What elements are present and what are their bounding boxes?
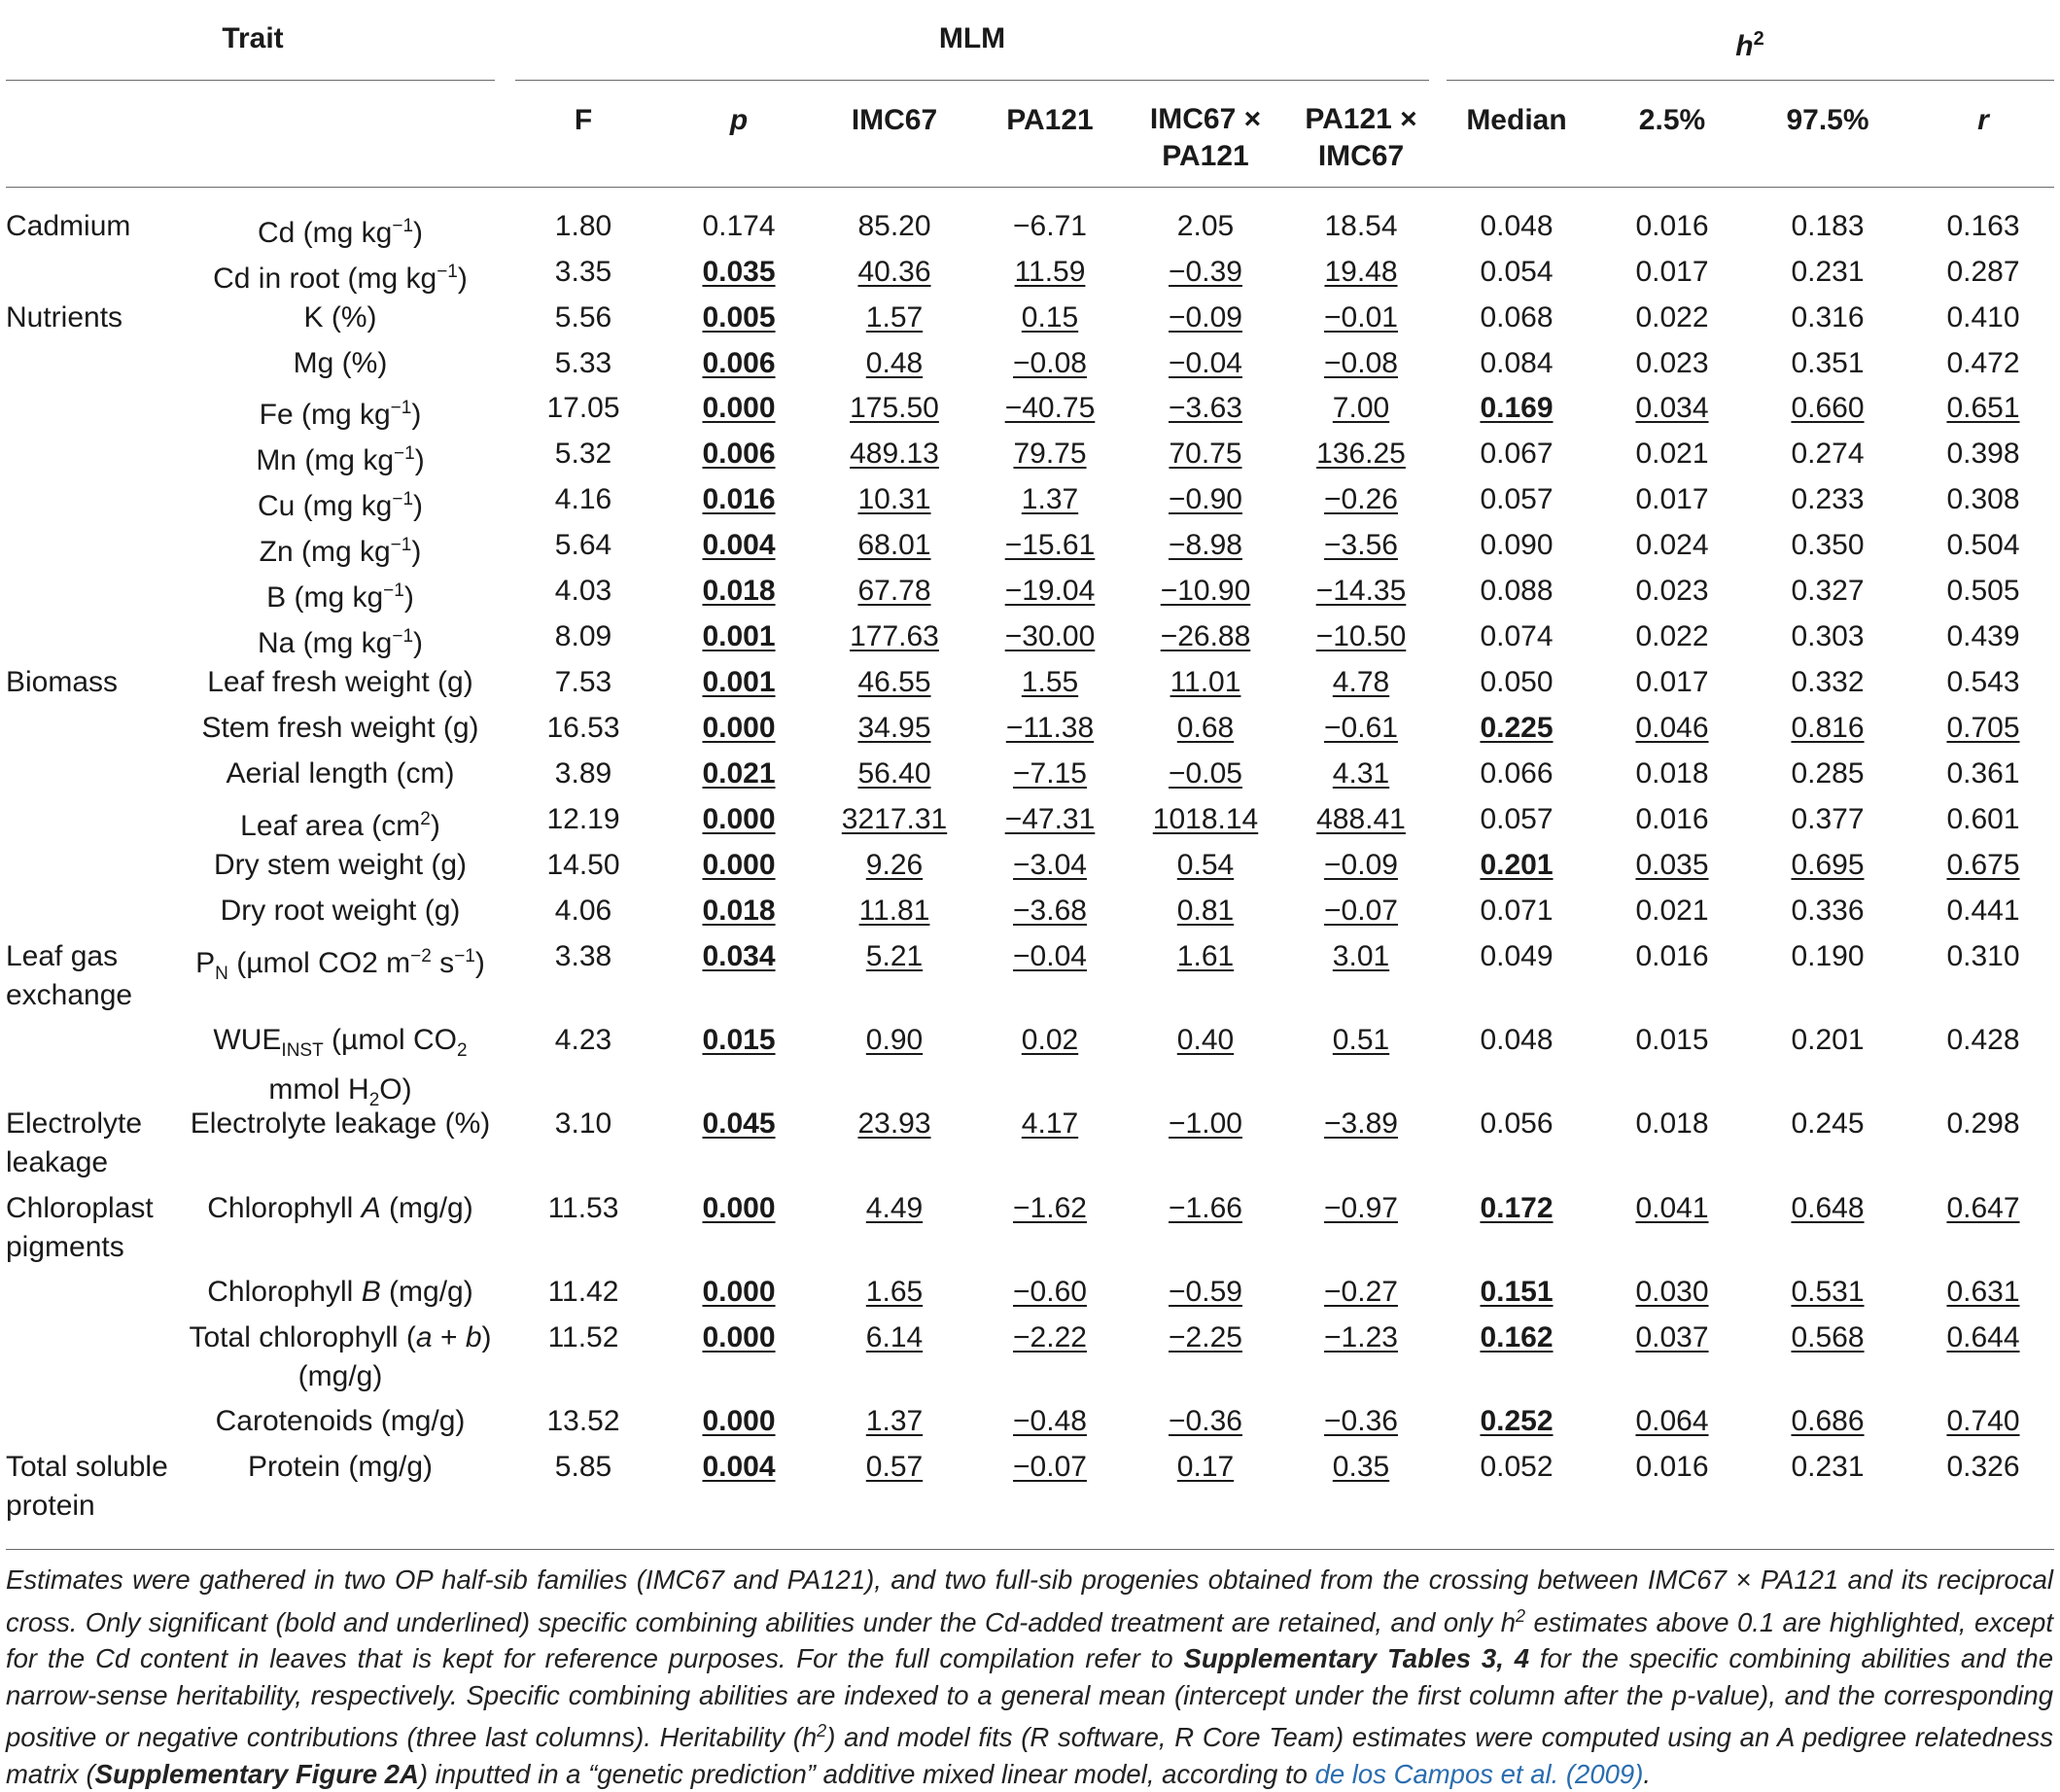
value-pa121: −6.71 xyxy=(1013,210,1087,242)
value-pa121ximc67: −0.08 xyxy=(1324,347,1398,379)
value-pa121ximc67: −0.36 xyxy=(1324,1405,1398,1437)
value-imc67xpa121: −3.63 xyxy=(1169,392,1242,424)
value-imc67xpa121: 2.05 xyxy=(1176,210,1235,242)
value-imc67xpa121: −0.05 xyxy=(1169,757,1242,790)
value-q025: 0.016 xyxy=(1635,1451,1709,1483)
col-header-imc67-x-pa121: IMC67 × PA121 xyxy=(1149,103,1262,172)
value-imc67: 1.37 xyxy=(865,1405,924,1437)
value-q025: 0.035 xyxy=(1635,849,1709,881)
trait-name: Leaf fresh weight (g) xyxy=(207,666,473,698)
value-r: 0.675 xyxy=(1946,849,2020,881)
value-q025: 0.022 xyxy=(1635,620,1709,652)
value-imc67xpa121: −0.09 xyxy=(1169,301,1242,334)
value-imc67: 11.81 xyxy=(858,895,930,927)
value-imc67xpa121: 0.17 xyxy=(1176,1451,1235,1483)
value-q025: 0.021 xyxy=(1635,895,1709,927)
trait-name: Electrolyte leakage (%) xyxy=(190,1107,491,1140)
value-pa121ximc67: −0.97 xyxy=(1324,1192,1398,1224)
value-pa121ximc67: 18.54 xyxy=(1324,210,1398,242)
trait-name: Chlorophyll B (mg/g) xyxy=(207,1276,473,1308)
value-f: 5.56 xyxy=(554,301,612,334)
value-pa121: 0.15 xyxy=(1021,301,1079,334)
value-q025: 0.018 xyxy=(1635,1107,1709,1140)
value-pa121ximc67: 488.41 xyxy=(1316,803,1406,835)
value-median: 0.225 xyxy=(1480,712,1554,744)
value-r: 0.504 xyxy=(1946,529,2020,561)
value-pa121: −0.48 xyxy=(1013,1405,1087,1437)
value-median: 0.067 xyxy=(1480,438,1554,470)
value-imc67: 34.95 xyxy=(857,712,931,744)
value-p: 0.000 xyxy=(702,1321,776,1353)
value-imc67: 10.31 xyxy=(857,483,931,515)
value-p: 0.000 xyxy=(702,803,776,835)
value-r: 0.310 xyxy=(1946,940,2020,972)
value-r: 0.361 xyxy=(1946,757,2020,790)
value-f: 4.06 xyxy=(554,895,612,927)
value-q025: 0.041 xyxy=(1635,1192,1709,1224)
value-imc67: 0.57 xyxy=(865,1451,924,1483)
value-pa121ximc67: −3.89 xyxy=(1324,1107,1398,1140)
value-pa121: −19.04 xyxy=(1004,575,1096,607)
category-label: Electrolyte leakage xyxy=(6,1107,143,1178)
trait-underline xyxy=(6,80,495,81)
value-q975: 0.231 xyxy=(1791,256,1865,288)
value-q975: 0.190 xyxy=(1791,940,1865,972)
value-q025: 0.015 xyxy=(1635,1024,1709,1056)
value-r: 0.163 xyxy=(1946,210,2020,242)
value-p: 0.021 xyxy=(702,757,776,790)
value-q025: 0.023 xyxy=(1635,575,1709,607)
value-pa121: −0.04 xyxy=(1013,940,1087,972)
value-median: 0.066 xyxy=(1480,757,1554,790)
value-q975: 0.274 xyxy=(1791,438,1865,470)
value-f: 3.89 xyxy=(554,757,612,790)
value-q975: 0.332 xyxy=(1791,666,1865,698)
value-q025: 0.016 xyxy=(1635,940,1709,972)
value-f: 7.53 xyxy=(554,666,612,698)
value-median: 0.090 xyxy=(1480,529,1554,561)
category-label: Chloroplast pigments xyxy=(6,1192,154,1263)
trait-name: Dry stem weight (g) xyxy=(213,849,468,881)
value-q025: 0.046 xyxy=(1635,712,1709,744)
trait-name: Cu (mg $kg^{-1}$) xyxy=(257,489,424,522)
value-median: 0.068 xyxy=(1480,301,1554,334)
table-caption: Estimates were gathered in two OP half-sib families (IMC67 and PA121), and two full-sib progenies obtained from the crossing between IMC67 × PA121 and its reciprocal cross. Only significant (bold and underlined) specific combining abilities under the Cd-added treatment are retained, and only $h^2$ estimates above 0.1 are highlighted, except for the Cd content in leaves that is kept for reference purposes. For the full compilation refer to Supplementary Tables 3, 4 for the specific combining abilities and the narrow-sense heritability, respectively. Specific combining abilities are indexed to a general mean (intercept under the first column after the p-value), and the corresponding positive or negative contributions (three last columns). Heritability $(h^2)$ and model fits (R software, R Core Team) estimates were computed using an A pedigree relatedness matrix (Supplementary Figure 2A) inputted in a “genetic prediction” additive mixed linear model, according to de los Campos et al. (2009). xyxy=(6,1564,2053,1789)
value-r: 0.326 xyxy=(1946,1451,2020,1483)
value-p: 0.005 xyxy=(702,301,776,334)
value-imc67: 1.57 xyxy=(865,301,924,334)
value-median: 0.048 xyxy=(1480,210,1554,242)
value-p: 0.000 xyxy=(702,1405,776,1437)
value-q025: 0.021 xyxy=(1635,438,1709,470)
col-header-2-5-percent: 2.5% xyxy=(1638,104,1706,136)
value-p: 0.016 xyxy=(702,483,776,515)
supplementary-figure-link[interactable]: Supplementary Figure 2A xyxy=(94,1758,419,1789)
value-pa121ximc67: 19.48 xyxy=(1324,256,1398,288)
value-pa121: −30.00 xyxy=(1004,620,1096,652)
value-pa121ximc67: −0.26 xyxy=(1324,483,1398,515)
value-median: 0.057 xyxy=(1480,483,1554,515)
value-pa121ximc67: 0.35 xyxy=(1332,1451,1390,1483)
value-p: 0.006 xyxy=(702,438,776,470)
category-label: Leaf gas exchange xyxy=(6,940,133,1011)
value-p: 0.045 xyxy=(702,1107,776,1140)
value-pa121: −0.60 xyxy=(1013,1276,1087,1308)
value-median: 0.172 xyxy=(1480,1192,1554,1224)
value-q025: 0.030 xyxy=(1635,1276,1709,1308)
value-q975: 0.377 xyxy=(1791,803,1865,835)
h2-underline xyxy=(1447,80,2054,81)
value-f: 5.64 xyxy=(554,529,612,561)
trait-name: Dry root weight (g) xyxy=(220,895,461,927)
value-pa121: 0.02 xyxy=(1021,1024,1079,1056)
trait-name: Cd in root (mg $kg^{-1}$) xyxy=(213,262,468,295)
value-p: 0.034 xyxy=(702,940,776,972)
trait-name: Stem fresh weight (g) xyxy=(201,712,479,744)
value-p: 0.001 xyxy=(702,666,776,698)
value-q975: 0.350 xyxy=(1791,529,1865,561)
value-pa121ximc67: 4.78 xyxy=(1332,666,1390,698)
value-r: 0.740 xyxy=(1946,1405,2020,1437)
value-pa121ximc67: −14.35 xyxy=(1315,575,1407,607)
value-pa121: 11.59 xyxy=(1014,256,1086,288)
value-q975: 0.568 xyxy=(1791,1321,1865,1353)
value-q025: 0.017 xyxy=(1635,483,1709,515)
value-f: 5.85 xyxy=(554,1451,612,1483)
trait-name: $P_N$ (µmol CO2 $m^{-2}$ $s^{-1}$) xyxy=(195,946,485,984)
trait-name: Carotenoids (mg/g) xyxy=(215,1405,466,1437)
value-pa121ximc67: −0.07 xyxy=(1324,895,1398,927)
value-q025: 0.017 xyxy=(1635,256,1709,288)
trait-name: Mg (%) xyxy=(293,347,388,379)
value-f: 3.35 xyxy=(554,256,612,288)
value-median: 0.057 xyxy=(1480,803,1554,835)
col-header-p: p xyxy=(729,104,749,136)
value-pa121ximc67: −0.01 xyxy=(1324,301,1398,334)
value-median: 0.056 xyxy=(1480,1107,1554,1140)
value-median: 0.049 xyxy=(1480,940,1554,972)
value-pa121: 1.37 xyxy=(1021,483,1079,515)
value-pa121ximc67: 7.00 xyxy=(1332,392,1390,424)
value-imc67xpa121: 70.75 xyxy=(1169,438,1242,470)
value-imc67xpa121: −2.25 xyxy=(1169,1321,1242,1353)
value-pa121ximc67: −10.50 xyxy=(1315,620,1407,652)
value-p: 0.018 xyxy=(702,575,776,607)
value-imc67: 6.14 xyxy=(865,1321,924,1353)
value-r: 0.644 xyxy=(1946,1321,2020,1353)
value-q025: 0.023 xyxy=(1635,347,1709,379)
value-r: 0.298 xyxy=(1946,1107,2020,1140)
trait-name: K (%) xyxy=(303,301,377,334)
value-imc67: 489.13 xyxy=(850,438,939,470)
value-median: 0.151 xyxy=(1480,1276,1554,1308)
value-r: 0.410 xyxy=(1946,301,2020,334)
value-pa121: −11.38 xyxy=(1005,712,1095,744)
value-f: 3.38 xyxy=(554,940,612,972)
value-median: 0.071 xyxy=(1480,895,1554,927)
value-pa121: −40.75 xyxy=(1004,392,1096,424)
value-imc67: 40.36 xyxy=(857,256,931,288)
value-imc67xpa121: 0.81 xyxy=(1176,895,1235,927)
h2-header: $h^2$ xyxy=(1735,28,1764,62)
value-q975: 0.201 xyxy=(1791,1024,1865,1056)
value-imc67: 23.93 xyxy=(857,1107,931,1140)
value-q025: 0.024 xyxy=(1635,529,1709,561)
trait-name: Fe (mg $kg^{-1}$) xyxy=(259,398,422,431)
value-median: 0.252 xyxy=(1480,1405,1554,1437)
value-q975: 0.686 xyxy=(1791,1405,1865,1437)
value-f: 14.50 xyxy=(546,849,620,881)
trait-name: Total chlorophyll (a + b) (mg/g) xyxy=(189,1321,492,1392)
value-q975: 0.245 xyxy=(1791,1107,1865,1140)
col-header-f: F xyxy=(574,104,593,136)
value-q025: 0.016 xyxy=(1635,210,1709,242)
reference-link[interactable]: de los Campos et al. (2009) xyxy=(1314,1758,1644,1789)
trait-name: Cd (mg $kg^{-1}$) xyxy=(257,216,424,249)
value-q025: 0.064 xyxy=(1635,1405,1709,1437)
value-pa121: −2.22 xyxy=(1013,1321,1087,1353)
trait-name: Mn (mg $kg^{-1}$) xyxy=(256,443,425,476)
value-q975: 0.233 xyxy=(1791,483,1865,515)
value-imc67xpa121: −8.98 xyxy=(1169,529,1242,561)
value-imc67xpa121: 0.54 xyxy=(1176,849,1235,881)
value-median: 0.048 xyxy=(1480,1024,1554,1056)
value-f: 8.09 xyxy=(554,620,612,652)
value-pa121ximc67: 136.25 xyxy=(1316,438,1406,470)
value-f: 12.19 xyxy=(546,803,620,835)
category-label: Nutrients xyxy=(6,301,123,334)
value-pa121: 79.75 xyxy=(1013,438,1087,470)
value-imc67: 177.63 xyxy=(850,620,939,652)
value-p: 0.001 xyxy=(702,620,776,652)
value-median: 0.054 xyxy=(1480,256,1554,288)
value-f: 1.80 xyxy=(554,210,612,242)
value-pa121: −47.31 xyxy=(1004,803,1096,835)
value-q975: 0.285 xyxy=(1791,757,1865,790)
value-q975: 0.183 xyxy=(1791,210,1865,242)
value-f: 16.53 xyxy=(546,712,620,744)
value-r: 0.287 xyxy=(1946,256,2020,288)
value-median: 0.074 xyxy=(1480,620,1554,652)
value-q975: 0.660 xyxy=(1791,392,1865,424)
value-pa121ximc67: −0.27 xyxy=(1324,1276,1398,1308)
value-r: 0.428 xyxy=(1946,1024,2020,1056)
value-r: 0.601 xyxy=(1946,803,2020,835)
value-imc67xpa121: −0.90 xyxy=(1169,483,1242,515)
value-median: 0.084 xyxy=(1480,347,1554,379)
value-f: 11.52 xyxy=(547,1321,619,1353)
value-pa121: −0.08 xyxy=(1013,347,1087,379)
value-q025: 0.018 xyxy=(1635,757,1709,790)
value-imc67: 85.20 xyxy=(857,210,931,242)
value-median: 0.050 xyxy=(1480,666,1554,698)
value-q975: 0.327 xyxy=(1791,575,1865,607)
value-pa121: −3.68 xyxy=(1013,895,1087,927)
trait-name: B (mg $kg^{-1}$) xyxy=(266,580,414,614)
value-r: 0.631 xyxy=(1946,1276,2020,1308)
value-q025: 0.037 xyxy=(1635,1321,1709,1353)
value-imc67: 0.90 xyxy=(865,1024,924,1056)
value-pa121ximc67: 0.51 xyxy=(1332,1024,1390,1056)
col-header-pa121: PA121 xyxy=(1006,104,1094,136)
value-imc67xpa121: −1.66 xyxy=(1169,1192,1242,1224)
value-p: 0.000 xyxy=(702,849,776,881)
value-q025: 0.022 xyxy=(1635,301,1709,334)
trait-name: Chlorophyll A (mg/g) xyxy=(207,1192,473,1224)
value-r: 0.505 xyxy=(1946,575,2020,607)
value-r: 0.543 xyxy=(1946,666,2020,698)
value-r: 0.439 xyxy=(1946,620,2020,652)
value-median: 0.052 xyxy=(1480,1451,1554,1483)
value-f: 11.53 xyxy=(547,1192,619,1224)
value-p: 0.015 xyxy=(702,1024,776,1056)
value-pa121: −1.62 xyxy=(1013,1192,1087,1224)
value-imc67: 3217.31 xyxy=(841,803,948,835)
col-header-imc67: IMC67 xyxy=(851,104,938,136)
value-r: 0.441 xyxy=(1946,895,2020,927)
value-imc67: 4.49 xyxy=(865,1192,924,1224)
value-imc67xpa121: 11.01 xyxy=(1170,666,1241,698)
value-r: 0.705 xyxy=(1946,712,2020,744)
value-p: 0.004 xyxy=(702,1451,776,1483)
header-bottom-rule xyxy=(6,187,2054,188)
value-imc67xpa121: 0.68 xyxy=(1176,712,1235,744)
trait-name: Na (mg $kg^{-1}$) xyxy=(257,626,424,659)
value-f: 13.52 xyxy=(546,1405,620,1437)
trait-name: Protein (mg/g) xyxy=(247,1451,434,1483)
value-imc67xpa121: 0.40 xyxy=(1176,1024,1235,1056)
value-imc67: 68.01 xyxy=(857,529,931,561)
value-imc67: 175.50 xyxy=(850,392,939,424)
value-median: 0.201 xyxy=(1480,849,1554,881)
mlm-underline xyxy=(515,80,1429,81)
value-imc67: 0.48 xyxy=(865,347,924,379)
category-label: Total soluble protein xyxy=(6,1451,168,1522)
value-f: 5.32 xyxy=(554,438,612,470)
value-r: 0.647 xyxy=(1946,1192,2020,1224)
value-f: 3.10 xyxy=(554,1107,612,1140)
trait-name: Leaf area $(cm^2)$ xyxy=(240,809,440,842)
value-q975: 0.695 xyxy=(1791,849,1865,881)
value-p: 0.000 xyxy=(702,1276,776,1308)
value-median: 0.088 xyxy=(1480,575,1554,607)
value-pa121: 4.17 xyxy=(1021,1107,1079,1140)
value-pa121ximc67: 3.01 xyxy=(1332,940,1390,972)
value-imc67xpa121: −0.59 xyxy=(1169,1276,1242,1308)
category-label: Biomass xyxy=(6,666,119,698)
value-p: 0.000 xyxy=(702,1192,776,1224)
value-imc67xpa121: 1018.14 xyxy=(1152,803,1259,835)
value-imc67: 5.21 xyxy=(865,940,924,972)
value-p: 0.000 xyxy=(702,712,776,744)
value-r: 0.472 xyxy=(1946,347,2020,379)
category-label: Cadmium xyxy=(6,210,131,242)
value-f: 5.33 xyxy=(554,347,612,379)
col-header-pa121-x-imc67: PA121 × IMC67 xyxy=(1305,103,1417,172)
value-imc67xpa121: 1.61 xyxy=(1176,940,1235,972)
table-bottom-rule xyxy=(6,1549,2054,1550)
value-p: 0.018 xyxy=(702,895,776,927)
value-q975: 0.648 xyxy=(1791,1192,1865,1224)
value-p: 0.174 xyxy=(702,210,776,242)
col-header-97-5-percent: 97.5% xyxy=(1786,104,1869,136)
value-q975: 0.303 xyxy=(1791,620,1865,652)
value-q975: 0.336 xyxy=(1791,895,1865,927)
value-pa121: 1.55 xyxy=(1021,666,1079,698)
trait-name: Aerial length (cm) xyxy=(226,757,455,790)
value-pa121: −0.07 xyxy=(1013,1451,1087,1483)
value-median: 0.169 xyxy=(1480,392,1554,424)
value-r: 0.398 xyxy=(1946,438,2020,470)
value-pa121ximc67: −0.09 xyxy=(1324,849,1398,881)
value-imc67: 67.78 xyxy=(857,575,931,607)
value-f: 11.42 xyxy=(547,1276,619,1308)
supplementary-tables-link[interactable]: Supplementary Tables 3, 4 xyxy=(1183,1643,1529,1674)
value-imc67xpa121: −10.90 xyxy=(1160,575,1251,607)
value-p: 0.004 xyxy=(702,529,776,561)
value-pa121: −3.04 xyxy=(1013,849,1087,881)
col-header-median: Median xyxy=(1466,104,1567,136)
value-pa121ximc67: −3.56 xyxy=(1324,529,1398,561)
value-q025: 0.034 xyxy=(1635,392,1709,424)
value-q975: 0.816 xyxy=(1791,712,1865,744)
value-imc67xpa121: −1.00 xyxy=(1169,1107,1242,1140)
value-imc67: 1.65 xyxy=(865,1276,924,1308)
value-pa121: −15.61 xyxy=(1004,529,1096,561)
value-imc67xpa121: −0.39 xyxy=(1169,256,1242,288)
trait-name: Zn (mg $kg^{-1}$) xyxy=(259,535,422,568)
value-f: 4.03 xyxy=(554,575,612,607)
mlm-header: MLM xyxy=(938,22,1006,54)
value-q025: 0.017 xyxy=(1635,666,1709,698)
value-pa121ximc67: −0.61 xyxy=(1324,712,1398,744)
value-pa121: −7.15 xyxy=(1013,757,1087,790)
value-q025: 0.016 xyxy=(1635,803,1709,835)
value-imc67: 9.26 xyxy=(865,849,924,881)
value-imc67: 56.40 xyxy=(857,757,931,790)
trait-name: $WUE_{INST}$ (µmol $CO_2$ mmol $H_2O$) xyxy=(213,1024,468,1110)
value-p: 0.035 xyxy=(702,256,776,288)
value-f: 17.05 xyxy=(546,392,620,424)
trait-header: Trait xyxy=(222,22,284,54)
value-r: 0.651 xyxy=(1946,392,2020,424)
value-q975: 0.351 xyxy=(1791,347,1865,379)
value-q975: 0.316 xyxy=(1791,301,1865,334)
value-imc67xpa121: −0.04 xyxy=(1169,347,1242,379)
value-q975: 0.231 xyxy=(1791,1451,1865,1483)
value-imc67xpa121: −26.88 xyxy=(1160,620,1251,652)
value-p: 0.000 xyxy=(702,392,776,424)
value-imc67: 46.55 xyxy=(857,666,931,698)
value-pa121ximc67: −1.23 xyxy=(1324,1321,1398,1353)
value-imc67xpa121: −0.36 xyxy=(1169,1405,1242,1437)
value-p: 0.006 xyxy=(702,347,776,379)
value-f: 4.23 xyxy=(554,1024,612,1056)
value-median: 0.162 xyxy=(1480,1321,1554,1353)
value-q975: 0.531 xyxy=(1791,1276,1865,1308)
col-header-r: r xyxy=(1977,104,1989,136)
value-r: 0.308 xyxy=(1946,483,2020,515)
value-f: 4.16 xyxy=(554,483,612,515)
value-pa121ximc67: 4.31 xyxy=(1332,757,1390,790)
